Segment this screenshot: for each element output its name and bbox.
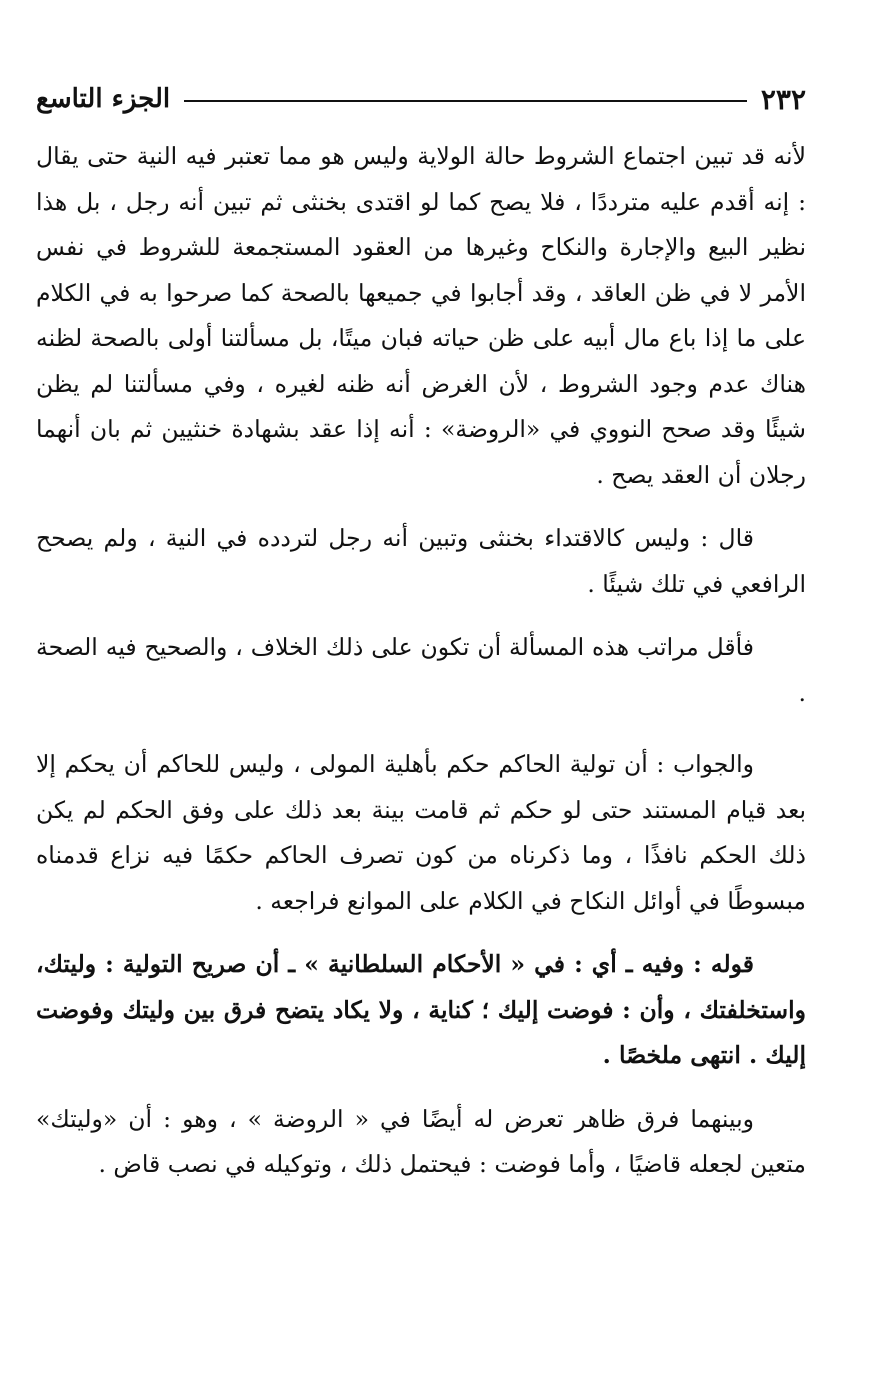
- paragraph: وبينهما فرق ظاهر تعرض له أيضًا في « الروضة » ، وهو : أن «وليتك» متعين لجعله قاضيًا ، وأما فوضت : فيحتمل ذلك ، وتوكيله في نصب قاض .: [36, 1104, 806, 1178]
- paragraph: فأقل مراتب هذه المسألة أن تكون على ذلك الخلاف ، والصحيح فيه الصحة .: [36, 633, 806, 707]
- running-title: الجزء التاسع: [36, 84, 171, 114]
- header-rule: [184, 100, 747, 102]
- page-body: [36, 134, 806, 1188]
- paragraph: والجواب : أن تولية الحاكم حكم بأهلية المولى ، وليس للحاكم أن يحكم إلا بعد قيام المستند حتى لو حكم ثم قامت بينة بعد ذلك على وفق الحكم لم يكن ذلك الحكم نافذًا ، وما ذكرناه من كون تصرف الحاكم حكمًا فيه نزاع قدمناه مبسوطًا في أوائل النكاح في الكلام على الموانع فراجعه .: [36, 750, 806, 915]
- paragraph: قال : وليس كالاقتداء بخنثى وتبين أنه رجل لتردده في النية ، ولم يصحح الرافعي في تلك شيئًا .: [36, 524, 806, 598]
- page-header: [36, 74, 806, 124]
- paragraph: لأنه قد تبين اجتماع الشروط حالة الولاية وليس هو مما تعتبر فيه النية حتى يقال : إنه أقدم عليه مترددًا ، فلا يصح كما لو اقتدى بخنثى ثم تبين أنه رجل ، بل هذا نظير البيع والإجارة والنكاح وغيرها من العقود المستجمعة للشروط في نفس الأمر لا في ظن العاقد ، وقد أجابوا في جميعها بالصحة كما صرحوا به في الكلام على ما إذا باع مال أبيه على ظن حياته فبان ميتًا، بل مسألتنا أولى بالصحة لظنه هناك عدم وجود الشروط ، لأن الغرض أنه ظنه لغيره ، وفي مسألتنا لم يظن شيئًا وقد صحح النووي في «الروضة» : أنه إذا عقد بشهادة خنثيين ثم بان أنهما رجلان أن العقد يصح .: [36, 142, 806, 489]
- paragraph-bold-quote: قوله : وفيه ـ أي : في « الأحكام السلطانية » ـ أن صريح التولية : وليتك، واستخلفتك ، وأن : فوضت إليك ؛ كناية ، ولا يكاد يتضح فرق بين وليتك وفوضت إليك . انتهى ملخصًا .: [36, 950, 806, 1069]
- page-number: ٢٣٢: [760, 82, 806, 116]
